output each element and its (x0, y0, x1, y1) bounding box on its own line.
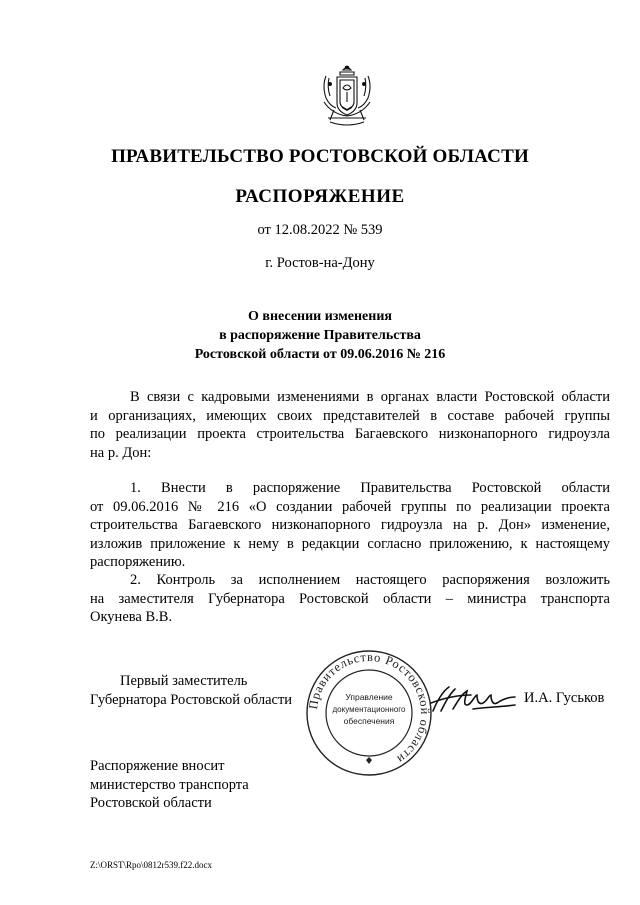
stamp-center-line: Управление (345, 692, 393, 702)
body-line: В связи с кадровыми изменениями в органах власти Ростовской области (130, 389, 610, 405)
body-line: и организациях, имеющих своих представителей в составе рабочей группы (90, 407, 610, 424)
item-2-paragraph (90, 571, 610, 627)
issuer-line: министерство транспорта (90, 776, 249, 793)
body-line: распоряжению. (90, 554, 186, 570)
body-line: 1. Внести в распоряжение Правительства Ростовской области (130, 480, 610, 496)
handwritten-signature (427, 683, 519, 717)
signatory-name: И.А. Гуськов (524, 690, 605, 706)
file-path-footer: Z:\ORST\Rpo\0812r539.f22.docx (90, 860, 212, 870)
subject-line: Ростовской области от 09.06.2016 № 216 (194, 347, 446, 362)
stamp-center-line: обеспечения (343, 716, 395, 726)
date-number: от 12.08.2022 № 539 (257, 222, 383, 238)
body-line: Окунева В.В. (90, 609, 173, 625)
document-type: РАСПОРЯЖЕНИЕ (235, 186, 405, 207)
item-1-paragraph (90, 479, 610, 572)
issuer-line: Ростовской области (90, 795, 212, 811)
preamble-paragraph (90, 388, 610, 462)
body-line: на р. Дон: (90, 444, 152, 461)
stamp-center-line: документационного (332, 705, 406, 714)
body-line: на заместителя Губернатора Ростовской области – министра транспорта (90, 590, 610, 607)
subject-heading (0, 307, 640, 364)
issuer-block (90, 757, 350, 813)
coat-of-arms-icon (318, 62, 376, 128)
signatory-title-line: Первый заместитель (120, 673, 248, 689)
signatory-title-line: Губернатора Ростовской области (90, 691, 293, 708)
body-line: 2. Контроль за исполнением настоящего распоряжения возложить (130, 572, 610, 588)
organization-title: ПРАВИТЕЛЬСТВО РОСТОВСКОЙ ОБЛАСТИ (111, 146, 529, 167)
body-line: по реализации проекта строительства Багаевского низконапорного гидроузла (90, 426, 610, 442)
city: г. Ростов-на-Дону (265, 255, 375, 271)
subject-line: О внесении изменения (248, 309, 392, 324)
issuer-line: Распоряжение вносит (90, 758, 225, 774)
body-line: строительства Багаевского низконапорного гидроузла на р. Дон» изменение, (90, 517, 610, 533)
stamp-ring-text: Правительство Ростовской области (306, 649, 433, 767)
signatory-title (90, 672, 320, 709)
body-line: от 09.06.2016 № 216 «О создании рабочей группы по реализации проекта (90, 498, 610, 515)
body-line: изложив приложение к нему в редакции согласно приложению, к настоящему (90, 535, 610, 552)
subject-line: в распоряжение Правительства (219, 328, 421, 343)
